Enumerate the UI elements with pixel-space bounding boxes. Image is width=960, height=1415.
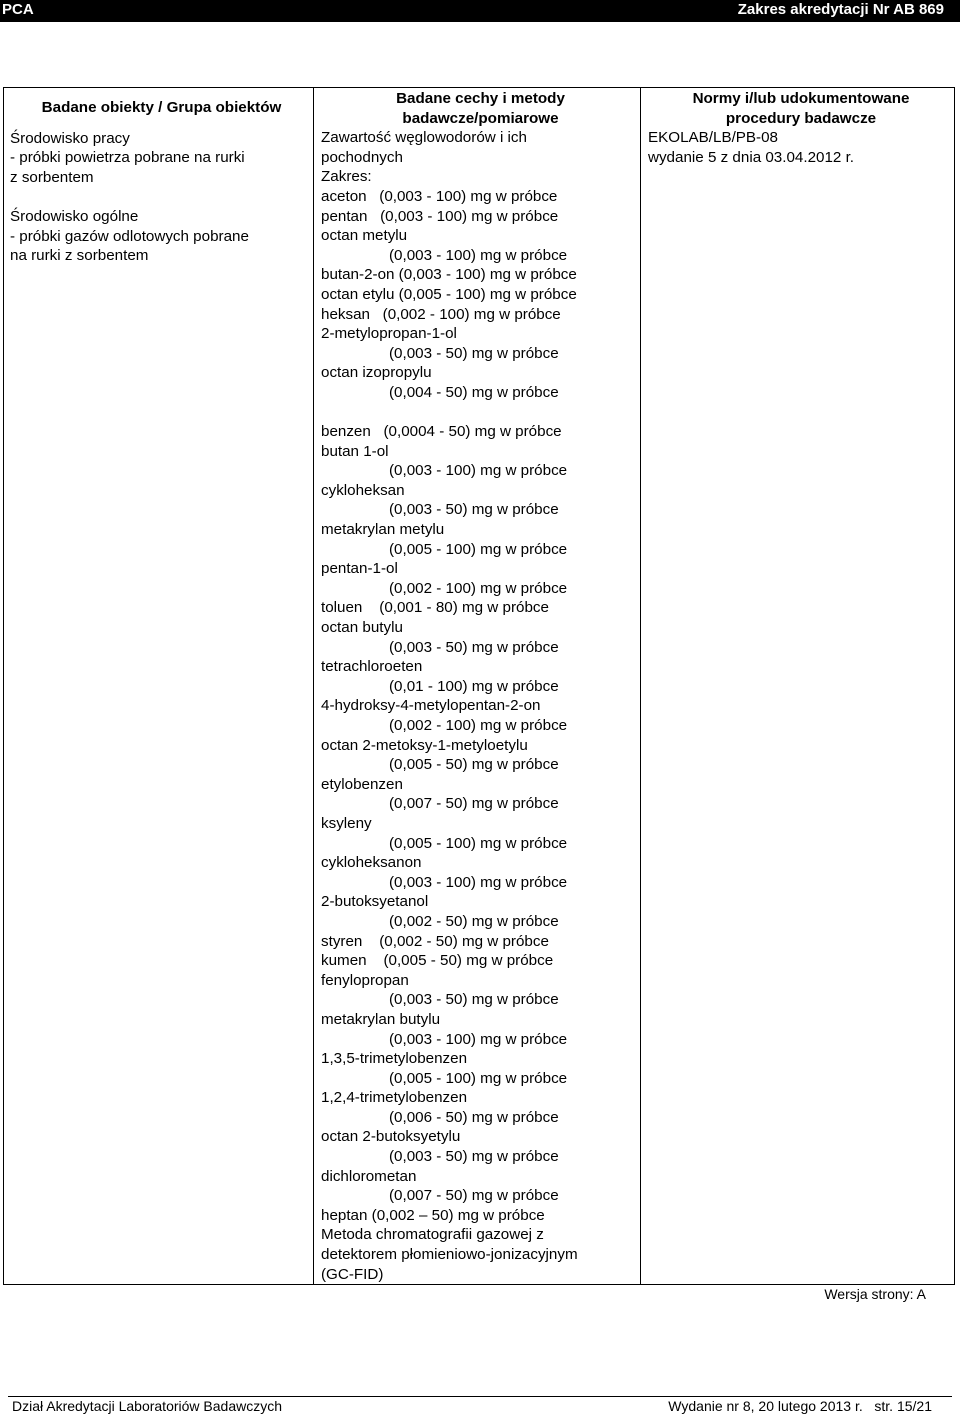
method-line: 4-hydroksy-4-metylopentan-2-on <box>321 697 541 715</box>
method-line: (0,003 - 50) mg w próbce <box>389 501 559 519</box>
method-line: (0,002 - 50) mg w próbce <box>389 912 559 930</box>
method-line: (GC-FID) <box>321 1265 384 1283</box>
method-line: styren (0,002 - 50) mg w próbce <box>321 932 549 950</box>
method-line: (0,003 - 50) mg w próbce <box>389 991 559 1009</box>
accreditation-table <box>3 87 955 1285</box>
standard-line: wydanie 5 z dnia 03.04.2012 r. <box>648 148 855 166</box>
method-line: detektorem płomieniowo-jonizacyjnym <box>321 1246 578 1264</box>
standards-header-line-2: procedury badawcze <box>725 109 877 127</box>
method-line: 2-metylopropan-1-ol <box>321 325 457 343</box>
method-line: aceton (0,003 - 100) mg w próbce <box>321 187 558 205</box>
method-line: cykloheksanon <box>321 854 422 872</box>
method-line: etylobenzen <box>321 775 403 793</box>
method-line: (0,003 - 50) mg w próbce <box>389 638 559 656</box>
method-line: octan metylu <box>321 227 408 245</box>
method-line: (0,002 - 100) mg w próbce <box>389 717 568 734</box>
method-line: (0,003 - 50) mg w próbce <box>389 344 559 362</box>
method-line: octan butylu <box>321 619 403 637</box>
method-line: Zakres: <box>321 168 372 186</box>
method-line: fenylopropan <box>321 971 409 989</box>
object-line: z sorbentem <box>10 168 94 186</box>
method-line: butan 1-ol <box>321 442 389 460</box>
method-line: (0,01 - 100) mg w próbce <box>389 677 559 695</box>
method-line: (0,007 - 50) mg w próbce <box>389 795 559 813</box>
method-line: (0,005 - 100) mg w próbce <box>389 540 568 558</box>
header-right: Zakres akredytacji Nr AB 869 <box>737 1 944 18</box>
object-line: - próbki gazów odlotowych pobrane <box>10 227 249 245</box>
methods-cell <box>314 88 641 1285</box>
method-line: Metoda chromatografii gazowej z <box>321 1226 544 1244</box>
standard-line: EKOLAB/LB/PB-08 <box>648 129 779 147</box>
method-line: heksan (0,002 - 100) mg w próbce <box>321 305 561 323</box>
method-line: 1,3,5-trimetylobenzen <box>321 1050 468 1068</box>
footer-left: Dział Akredytacji Laboratoriów Badawczych <box>12 1398 283 1414</box>
top-header-bar <box>0 0 960 22</box>
method-line: pochodnych <box>321 148 403 166</box>
method-line: Zawartość węglowodorów i ich <box>321 129 527 147</box>
method-line: pentan (0,003 - 100) mg w próbce <box>321 207 559 225</box>
standards-header-line-1: Normy i/lub udokumentowane <box>692 90 910 107</box>
method-line: (0,003 - 100) mg w próbce <box>389 1030 568 1048</box>
method-line: (0,004 - 50) mg w próbce <box>389 383 559 401</box>
page-version: Wersja strony: A <box>824 1286 926 1302</box>
method-line: octan etylu (0,005 - 100) mg w próbce <box>321 285 577 303</box>
object-line: - próbki powietrza pobrane na rurki <box>10 149 245 167</box>
objects-list <box>10 129 313 266</box>
method-line: heptan (0,002 – 50) mg w próbce <box>321 1206 545 1224</box>
objects-cell <box>4 88 314 1285</box>
method-line: pentan-1-ol <box>321 560 398 578</box>
method-line: kumen (0,005 - 50) mg w próbce <box>321 952 554 970</box>
method-line: metakrylan metylu <box>321 521 445 539</box>
method-line: butan-2-on (0,003 - 100) mg w próbce <box>321 266 577 284</box>
method-line: octan izopropylu <box>321 364 432 382</box>
method-line: tetrachloroeten <box>321 658 423 676</box>
method-line <box>321 403 640 423</box>
method-line: (0,005 - 50) mg w próbce <box>389 756 559 774</box>
standards-list <box>648 128 954 167</box>
method-line: dichlorometan <box>321 1167 417 1185</box>
methods-header-line-1: Badane cechy i metody <box>396 90 565 107</box>
methods-header-line-2: badawcze/pomiarowe <box>402 109 559 127</box>
method-line: (0,006 - 50) mg w próbce <box>389 1108 559 1126</box>
methods-list <box>321 128 640 1284</box>
object-line: na rurki z sorbentem <box>10 247 149 265</box>
method-line: (0,007 - 50) mg w próbce <box>389 1187 559 1205</box>
method-line: toluen (0,001 - 80) mg w próbce <box>321 599 549 617</box>
method-line: 1,2,4-trimetylobenzen <box>321 1089 468 1107</box>
standards-cell <box>641 88 955 1285</box>
method-line: octan 2-butoksyetylu <box>321 1128 461 1146</box>
method-line: cykloheksan <box>321 481 405 499</box>
method-line: benzen (0,0004 - 50) mg w próbce <box>321 423 562 441</box>
method-line: (0,003 - 50) mg w próbce <box>389 1148 559 1166</box>
object-line <box>10 187 313 207</box>
object-line: Środowisko pracy <box>10 129 130 147</box>
method-line: metakrylan butylu <box>321 1010 441 1028</box>
footer-right: Wydanie nr 8, 20 lutego 2013 r. str. 15/21 <box>668 1398 932 1414</box>
method-line: (0,003 - 100) mg w próbce <box>389 462 568 480</box>
header-left: PCA <box>2 1 34 18</box>
footer-divider <box>8 1396 952 1397</box>
method-line: (0,003 - 100) mg w próbce <box>389 873 568 891</box>
method-line: (0,003 - 100) mg w próbce <box>389 246 568 264</box>
method-line: (0,002 - 100) mg w próbce <box>389 579 568 597</box>
method-line: (0,005 - 100) mg w próbce <box>389 834 568 852</box>
method-line: 2-butoksyetanol <box>321 893 429 911</box>
method-line: octan 2-metoksy-1-metyloetylu <box>321 736 528 754</box>
objects-header: Badane obiekty / Grupa obiektów <box>41 99 282 116</box>
method-line: (0,005 - 100) mg w próbce <box>389 1069 568 1087</box>
object-line: Środowisko ogólne <box>10 207 139 225</box>
method-line: ksyleny <box>321 814 372 832</box>
